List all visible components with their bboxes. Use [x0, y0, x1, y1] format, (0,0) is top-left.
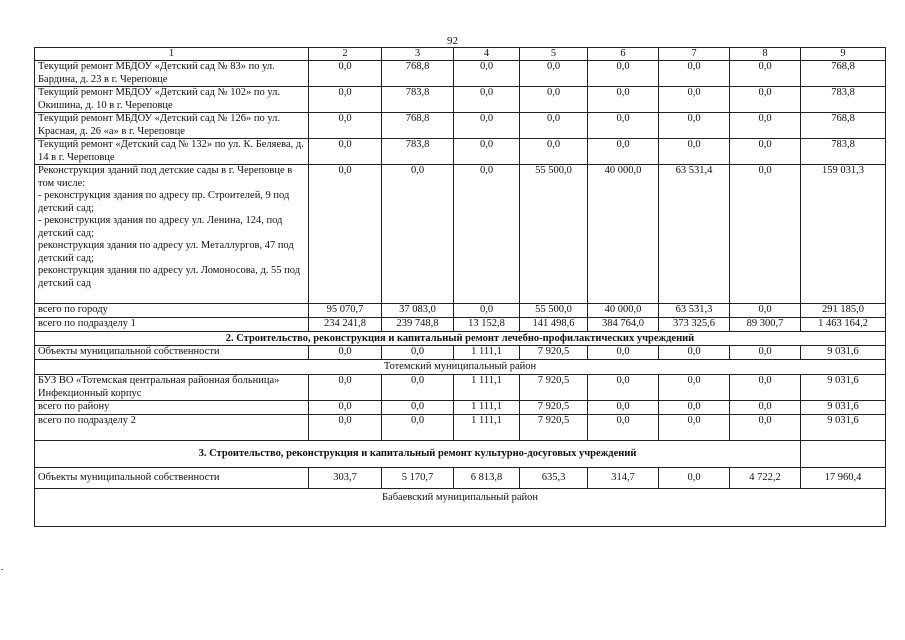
value-cell: 0,0 [309, 139, 382, 165]
table-row [35, 139, 886, 165]
value-cell: 1 111,1 [454, 415, 520, 441]
value-cell: 0,0 [309, 401, 382, 415]
value-cell: 0,0 [588, 113, 659, 139]
value-cell: 635,3 [520, 468, 588, 489]
value-cell: 0,0 [730, 304, 801, 318]
value-cell: 0,0 [454, 304, 520, 318]
value-cell: 0,0 [520, 139, 588, 165]
section-3-heading-row [35, 441, 886, 468]
row-label: всего по району [35, 401, 309, 415]
value-cell: 768,8 [801, 61, 886, 87]
page-number: 92 [447, 35, 458, 47]
column-number: 8 [730, 48, 801, 61]
district-heading-row [35, 489, 886, 527]
value-cell: 1 111,1 [454, 401, 520, 415]
column-number: 4 [454, 48, 520, 61]
value-cell: 0,0 [309, 87, 382, 113]
table-row [35, 87, 886, 113]
value-cell: 0,0 [454, 165, 520, 304]
value-cell: 7 920,5 [520, 401, 588, 415]
value-cell: 0,0 [454, 61, 520, 87]
value-cell: 0,0 [730, 165, 801, 304]
value-cell: 9 031,6 [801, 375, 886, 401]
value-cell: 17 960,4 [801, 468, 886, 489]
value-cell: 0,0 [588, 346, 659, 360]
value-cell: 239 748,8 [382, 318, 454, 332]
row-label: всего по городу [35, 304, 309, 318]
column-number: 5 [520, 48, 588, 61]
value-cell: 0,0 [454, 87, 520, 113]
value-cell: 384 764,0 [588, 318, 659, 332]
value-cell: 0,0 [730, 87, 801, 113]
value-cell: 783,8 [801, 139, 886, 165]
value-cell: 7 920,5 [520, 375, 588, 401]
value-cell: 9 031,6 [801, 401, 886, 415]
value-cell: 37 083,0 [382, 304, 454, 318]
value-cell: 40 000,0 [588, 304, 659, 318]
value-cell: 0,0 [382, 375, 454, 401]
value-cell: 1 111,1 [454, 375, 520, 401]
budget-table [34, 47, 886, 527]
value-cell: 0,0 [309, 113, 382, 139]
value-cell: 9 031,6 [801, 346, 886, 360]
value-cell: 63 531,3 [659, 304, 730, 318]
value-cell: 0,0 [730, 113, 801, 139]
value-cell: 0,0 [382, 165, 454, 304]
row-label [35, 165, 309, 304]
total-subsection-1-row [35, 318, 886, 332]
column-number: 1 [35, 48, 309, 61]
column-number: 2 [309, 48, 382, 61]
column-number: 3 [382, 48, 454, 61]
value-cell: 141 498,6 [520, 318, 588, 332]
value-cell: 0,0 [454, 113, 520, 139]
reconstruction-line: реконструкция здания по адресу ул. Металлургов, 47 под детский сад; [38, 240, 294, 264]
value-cell: 1 111,1 [454, 346, 520, 360]
value-cell: 0,0 [730, 61, 801, 87]
value-cell: 373 325,6 [659, 318, 730, 332]
value-cell: 5 170,7 [382, 468, 454, 489]
value-cell: 4 722,2 [730, 468, 801, 489]
value-cell: 0,0 [659, 87, 730, 113]
value-cell: 0,0 [588, 401, 659, 415]
value-cell: 13 152,8 [454, 318, 520, 332]
value-cell: 0,0 [309, 346, 382, 360]
value-cell: 55 500,0 [520, 304, 588, 318]
value-cell: 9 031,6 [801, 415, 886, 441]
value-cell: 768,8 [801, 113, 886, 139]
value-cell: 7 920,5 [520, 415, 588, 441]
column-number: 7 [659, 48, 730, 61]
value-cell: 0,0 [730, 346, 801, 360]
section-2-heading-row [35, 332, 886, 346]
value-cell: 0,0 [588, 139, 659, 165]
value-cell: 159 031,3 [801, 165, 886, 304]
value-cell: 0,0 [382, 401, 454, 415]
value-cell: 6 813,8 [454, 468, 520, 489]
value-cell: 0,0 [382, 346, 454, 360]
value-cell: 0,0 [588, 61, 659, 87]
district-title: Бабаевский муниципальный район [35, 489, 886, 527]
value-cell: 0,0 [309, 375, 382, 401]
value-cell: 234 241,8 [309, 318, 382, 332]
value-cell: 0,0 [454, 139, 520, 165]
value-cell: 55 500,0 [520, 165, 588, 304]
reconstruction-line: - реконструкция здания по адресу пр. Строителей, 9 под детский сад; [38, 190, 290, 214]
value-cell: 0,0 [659, 468, 730, 489]
value-cell: 0,0 [730, 401, 801, 415]
total-subsection-2-row [35, 415, 886, 441]
value-cell: 95 070,7 [309, 304, 382, 318]
value-cell: 314,7 [588, 468, 659, 489]
value-cell: 1 463 164,2 [801, 318, 886, 332]
district-heading-row [35, 360, 886, 375]
value-cell: 783,8 [801, 87, 886, 113]
value-cell: 0,0 [659, 375, 730, 401]
value-cell: 0,0 [659, 139, 730, 165]
table-row [35, 61, 886, 87]
value-cell: 0,0 [659, 415, 730, 441]
row-label: БУЗ ВО «Тотемская центральная районная больница» Инфекционный корпус [35, 375, 309, 401]
value-cell: 0,0 [520, 87, 588, 113]
value-cell: 7 920,5 [520, 346, 588, 360]
value-cell: 768,8 [382, 61, 454, 87]
total-district-row [35, 401, 886, 415]
row-label: Объекты муниципальной собственности [35, 468, 309, 489]
value-cell: 0,0 [730, 139, 801, 165]
value-cell: 0,0 [659, 61, 730, 87]
column-number: 9 [801, 48, 886, 61]
margin-mark [1, 569, 3, 570]
value-cell: 783,8 [382, 139, 454, 165]
section-title: 3. Строительство, реконструкция и капитальный ремонт культурно-досуговых учреждений [35, 441, 801, 468]
value-cell: 0,0 [588, 375, 659, 401]
value-cell: 0,0 [659, 346, 730, 360]
value-cell: 0,0 [730, 375, 801, 401]
value-cell: 291 185,0 [801, 304, 886, 318]
value-cell: 0,0 [730, 415, 801, 441]
reconstruction-line: реконструкция здания по адресу ул. Ломоносова, д. 55 под детский сад [38, 265, 301, 289]
column-number: 6 [588, 48, 659, 61]
reconstruction-row [35, 165, 886, 304]
row-label: Объекты муниципальной собственности [35, 346, 309, 360]
section-title: 2. Строительство, реконструкция и капитальный ремонт лечебно-профилактических учреждений [35, 332, 886, 346]
value-cell: 0,0 [382, 415, 454, 441]
total-city-row [35, 304, 886, 318]
row-label: Текущий ремонт МБДОУ «Детский сад № 102» по ул. Окишина, д. 10 в г. Череповце [35, 87, 309, 113]
value-cell: 768,8 [382, 113, 454, 139]
row-label: всего по подразделу 2 [35, 415, 309, 441]
table-row [35, 113, 886, 139]
row-label: Текущий ремонт МБДОУ «Детский сад № 126» по ул. Красная, д. 26 «а» в г. Череповце [35, 113, 309, 139]
row-label: Текущий ремонт «Детский сад № 132» по ул. К. Беляева, д. 14 в г. Череповце [35, 139, 309, 165]
value-cell: 0,0 [588, 415, 659, 441]
row-label: Текущий ремонт МБДОУ «Детский сад № 83» по ул. Бардина, д. 23 в г. Череповце [35, 61, 309, 87]
reconstruction-line: - реконструкция здания по адресу ул. Ленина, 124, под детский сад; [38, 215, 283, 239]
table-row [35, 346, 886, 360]
table-row [35, 375, 886, 401]
value-cell: 0,0 [309, 415, 382, 441]
value-cell: 89 300,7 [730, 318, 801, 332]
table-row [35, 468, 886, 489]
value-cell: 0,0 [520, 61, 588, 87]
value-cell: 0,0 [520, 113, 588, 139]
district-title: Тотемский муниципальный район [35, 360, 886, 375]
value-cell: 303,7 [309, 468, 382, 489]
value-cell: 0,0 [659, 113, 730, 139]
reconstruction-line: Реконструкция зданий под детские сады в г. Череповце в том числе: [38, 165, 293, 189]
value-cell: 0,0 [659, 401, 730, 415]
value-cell: 0,0 [588, 87, 659, 113]
value-cell: 63 531,4 [659, 165, 730, 304]
value-cell: 0,0 [309, 165, 382, 304]
value-cell: 783,8 [382, 87, 454, 113]
column-number-row [35, 48, 886, 61]
value-cell: 0,0 [309, 61, 382, 87]
empty-cell [801, 441, 886, 468]
row-label: всего по подразделу 1 [35, 318, 309, 332]
value-cell: 40 000,0 [588, 165, 659, 304]
